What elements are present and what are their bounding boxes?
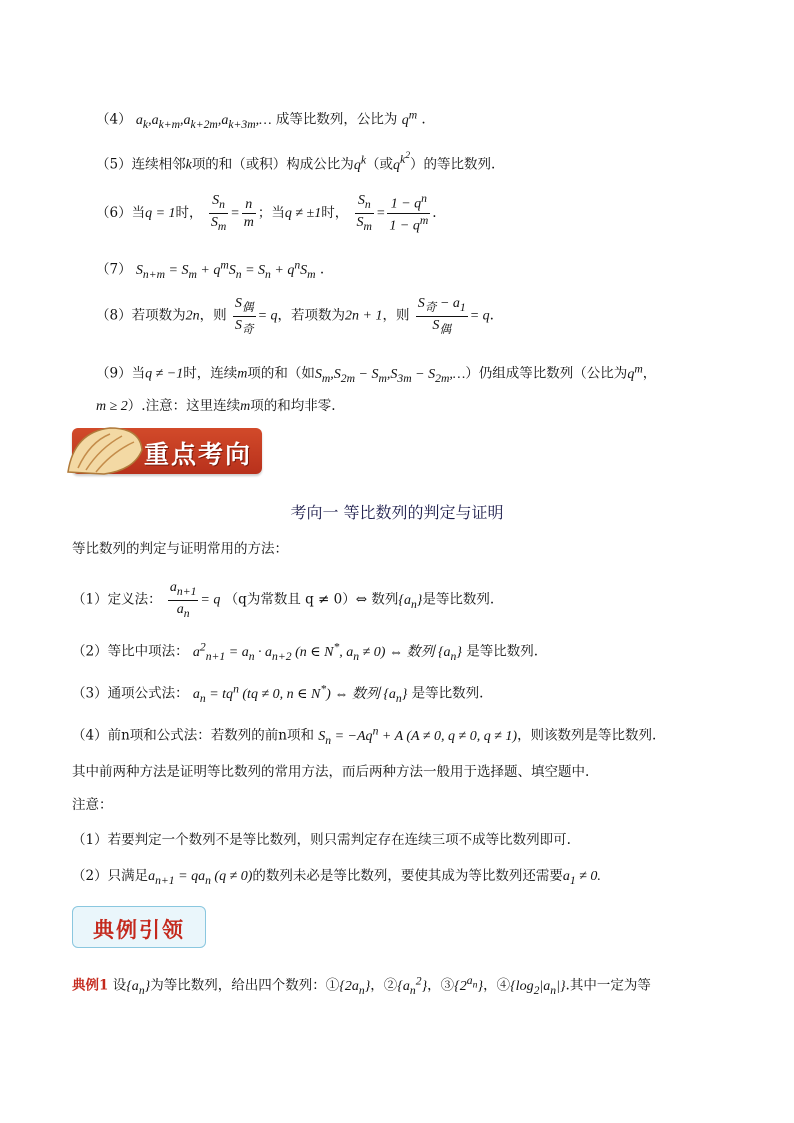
math-seq-4: $\{\log_2|a_n|\}$ xyxy=(510,978,566,997)
method-cond: （q为常数且 q ≠ 0）⇔ 数列 xyxy=(224,591,399,608)
math-sums: $S_m,S_{2m} - S_m,S_{3m}$ − $S_{2m},\dots$ xyxy=(314,366,466,385)
example-text: ，② xyxy=(370,977,398,994)
note-text: 的数列未必是等比数列，要使其成为等比数列还需要 xyxy=(252,868,563,884)
item-number: （1） xyxy=(72,591,108,608)
math-an: $\{a_n\}$ xyxy=(126,978,151,997)
item-number: （7） xyxy=(96,261,132,278)
method-name: 定义法： xyxy=(107,591,162,608)
item-text: ，则 xyxy=(382,307,410,324)
item-text: ；当 xyxy=(257,205,285,222)
item-number: （4） xyxy=(72,727,108,744)
item-number: （4） xyxy=(96,111,132,128)
example-text: ，④ xyxy=(483,977,511,994)
item-text: 成等比数列，公比为 xyxy=(275,111,398,128)
note-text: （2）只满足 xyxy=(72,868,149,884)
item-text: （或 xyxy=(366,156,393,173)
shell-icon xyxy=(64,422,146,478)
item-end: . xyxy=(432,205,437,222)
fraction-q: $\frac{1 - q^n}{1 - q^m}$ xyxy=(389,192,429,234)
method-end: 是等比数列. xyxy=(466,643,539,660)
methods-intro: 等比数列的判定与证明常用的方法： xyxy=(72,541,288,557)
method-1: （1）定义法： $\frac{a_{n+1}}{a_n}$ = q （q为常数且 q ≠ 0）⇔ 数列$\{a_n\}$是等比数列. xyxy=(72,580,495,620)
math-formula-7: $S_{n+m} = S_m + q^mS_n = S_n + q^nS_m$ xyxy=(135,258,316,281)
item-text: 当 xyxy=(131,205,146,222)
math-m: m xyxy=(240,399,251,414)
math-k: k xyxy=(185,157,192,173)
example-text: .其中一定为等 xyxy=(565,977,651,994)
fraction-s: $\frac{S_n}{S_m}$ xyxy=(210,193,227,233)
math-m-ge-2: m ≥ 2 xyxy=(96,399,128,414)
fraction-even-odd: $\frac{S_偶}{S_奇}$ xyxy=(234,296,254,336)
item-number: （3） xyxy=(72,685,108,702)
item-text: ，若项数为 xyxy=(277,307,346,324)
item-number: （5） xyxy=(96,156,132,173)
section-banner xyxy=(72,428,262,474)
method-end: ，则该数列是等比数列. xyxy=(517,727,657,744)
fraction-ratio: $\frac{a_{n+1}}{a_n}$ xyxy=(169,580,197,620)
item-text: 时，连续 xyxy=(183,365,238,382)
math-2n1: 2n + 1 xyxy=(345,308,383,324)
item-number: （9） xyxy=(96,365,132,382)
math-qk: $q^k$ xyxy=(353,152,366,173)
summary: 其中前两种方法是证明等比数列的常用方法，而后两种方法一般用于选择题、填空题中. xyxy=(72,764,590,780)
item-text: 时， xyxy=(321,205,349,222)
method-name: 通项公式法： xyxy=(107,685,189,702)
math-2n: 2n xyxy=(185,308,200,324)
math-mean: $a^2_{n+1} = a_n \cdot a_{n+2}$ (n ∈ N*, $a_n \ne 0$) ⇔ 数列 $\{a_n\}$ xyxy=(192,640,462,663)
example-text: ，③ xyxy=(427,977,455,994)
example-1 xyxy=(72,974,651,997)
math-recur: $a_{n+1} = qa_n$ (q ≠ 0) xyxy=(148,869,253,887)
note-label: 注意： xyxy=(72,797,113,813)
example-label: 典例1 xyxy=(72,977,109,994)
fraction-s2: $\frac{S_n}{S_m}$ xyxy=(356,193,372,233)
fraction-nm: $\frac{n}{m}$ xyxy=(243,196,254,231)
item-text: 时， xyxy=(175,205,203,222)
method-4 xyxy=(72,724,656,747)
item-text: 项的和均非零. xyxy=(250,398,336,414)
item-4 xyxy=(96,108,426,131)
math-seq-2: $\{a_n^2\}$ xyxy=(397,974,428,997)
section-heading: 考向一 等比数列的判定与证明 xyxy=(290,503,504,522)
item-9 xyxy=(96,362,656,385)
example-text: 为等比数列，给出四个数列：① xyxy=(150,977,340,994)
item-6: （6）当q = 1时， $\frac{S_n}{S_m}$ = $\frac{n}{m}$ ；当q ≠ ±1时， $\frac{S_n}{S_m}$ = $\frac{1 - q^n}{1 - q^m}$ . xyxy=(96,192,437,234)
math-cond: q ≠ −1 xyxy=(145,366,184,382)
math-qk2: $q^{k^2}$ xyxy=(393,150,411,173)
example-box xyxy=(72,906,206,948)
item-text: 若项数为 xyxy=(131,307,186,324)
math-a1: $a_1 \ne 0$. xyxy=(562,869,601,887)
item-number: （6） xyxy=(96,205,132,222)
item-end: . xyxy=(319,261,325,278)
math-ratio: $q^m$ xyxy=(401,108,418,128)
item-text: ）的等比数列. xyxy=(410,156,496,173)
method-end: 是等比数列. xyxy=(411,685,484,702)
item-text: ）.注意：这里连续 xyxy=(127,398,241,414)
math-m: m xyxy=(237,366,248,382)
math-seq-1: $\{2a_n\}$ xyxy=(339,978,371,997)
banner-title: 重点考向 xyxy=(144,440,253,469)
math-qm: $q^m$ xyxy=(627,362,643,382)
method-name: 前n项和公式法：若数列的前n项和 xyxy=(107,727,314,744)
item-end: . xyxy=(421,111,426,128)
item-number: （2） xyxy=(72,643,108,660)
example-box-title: 典例引领 xyxy=(93,918,185,942)
math-an: $\{a_n\}$ xyxy=(398,592,423,611)
item-text: 连续相邻 xyxy=(131,156,186,173)
item-8: （8）若项数为2n，则 $\frac{S_偶}{S_奇}$ = q，若项数为2n + 1，则 $\frac{S_奇 - a_1}{S_偶}$ = q. xyxy=(96,296,494,336)
math-sum: $S_n = -Aq^n + A$ (A ≠ 0, q ≠ 0, q ≠ 1) xyxy=(318,724,518,747)
item-text: ， xyxy=(642,365,657,382)
math-seq-3: $\{2^{a_n}\}$ xyxy=(454,974,484,994)
item-text: ）仍组成等比数列（公比为 xyxy=(465,365,628,382)
method-name: 等比中项法： xyxy=(107,643,189,660)
item-text: 项的和（如 xyxy=(247,365,315,382)
math-cond2: q ≠ ±1 xyxy=(284,206,322,222)
method-3 xyxy=(72,682,483,705)
item-7 xyxy=(96,258,324,281)
method-2 xyxy=(72,640,538,663)
note-2 xyxy=(72,868,601,888)
math-cond1: q = 1 xyxy=(145,206,176,222)
item-end: . xyxy=(489,307,494,324)
item-text: ，则 xyxy=(199,307,227,324)
example-text: 设 xyxy=(112,977,127,994)
method-end: 是等比数列. xyxy=(422,591,495,608)
fraction-odd-even: $\frac{S_奇 - a_1}{S_偶}$ xyxy=(417,296,466,336)
item-5 xyxy=(96,150,495,174)
item-9-cont xyxy=(96,398,336,416)
item-number: （8） xyxy=(96,307,132,324)
math-sequence: $a_k,a_{k+m},a_{k+2m},a_{k+3m},\dots$ xyxy=(135,112,272,131)
item-text: 项的和（或积）构成公比为 xyxy=(191,156,354,173)
math-general: $a_n = tq^n$ (tq ≠ 0, n ∈ N*) ⇔ 数列 $\{a_n\}$ xyxy=(192,682,408,705)
note-1: （1）若要判定一个数列不是等比数列，则只需判定存在连续三项不成等比数列即可. xyxy=(72,832,571,848)
item-text: 当 xyxy=(131,365,146,382)
